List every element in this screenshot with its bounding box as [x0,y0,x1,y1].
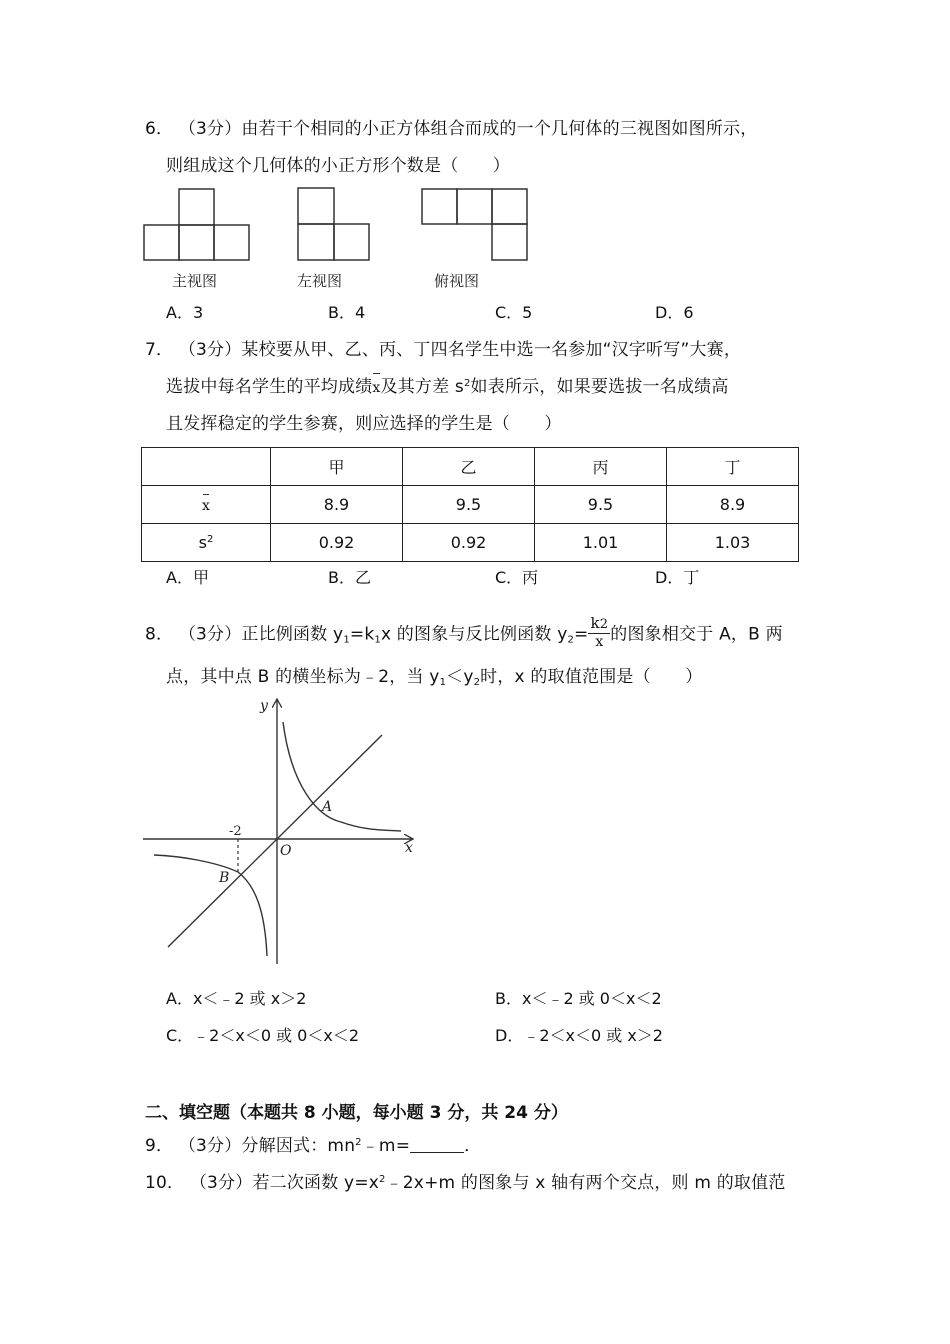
q7-option-a[interactable]: A．甲 [166,568,209,587]
fraction-k2-over-x [588,615,610,650]
q6-option-b[interactable]: B．4 [328,303,366,322]
q10-text: ﹣2x+m 的图象与 x 轴有两个交点，则 m 的取值范 [385,1173,786,1193]
table-cell: 8.9 [271,486,403,524]
q6-option-d[interactable]: D．6 [655,303,694,322]
q9-text: ﹣m= [361,1136,411,1156]
q8-text: = [574,624,589,645]
y-axis-label: y [260,698,268,714]
q10-text: 10． （3分）若二次函数 y=x [145,1173,380,1193]
variance-row-label [142,524,271,562]
x-axis-label: x [405,840,413,856]
point-a-label: A [322,799,333,815]
q7-line1: 7． （3分）某校要从甲、乙、丙、丁四名学生中选一名参加“汉字听写”大赛， [145,340,742,360]
superscript: 2 [379,1174,386,1185]
q8-option-b[interactable]: B．x＜﹣2 或 0＜x＜2 [495,989,662,1008]
fraction-numerator: k [590,614,600,632]
table-cell: 0.92 [271,524,403,562]
q7-line2-text-a: 选拔中每名学生的平均成绩 [166,377,373,397]
table-cell: 0.92 [403,524,535,562]
subscript: 2 [473,677,481,688]
q8-text: 8． （3分）正比例函数 y [145,624,344,645]
q8-text: 点，其中点 B 的横坐标为﹣2，当 y [166,667,440,687]
table-header-cell: 甲 [271,448,403,486]
subscript: 2 [567,634,575,646]
q7-option-b[interactable]: B．乙 [328,568,371,587]
tick-label-neg2: -2 [229,824,242,839]
q6-line2: 则组成这个几何体的小正方形个数是（ ） [166,156,510,176]
subscript: 1 [374,634,381,646]
q6-option-c[interactable]: C．5 [495,303,533,322]
variance-symbol: s [198,533,207,552]
table-header-cell [142,448,271,486]
section-2-title: 二、填空题（本题共 8 小题，每小题 3 分，共 24 分） [145,1103,568,1123]
table-cell: 9.5 [403,486,535,524]
q10-line [145,1172,786,1194]
front-view-label: 主视图 [172,272,218,290]
q8-line2 [166,666,702,688]
q7-line3: 且发挥稳定的学生参赛，则应选择的学生是（ ） [166,414,562,434]
top-view-figure [421,188,529,262]
q9-text: 9． （3分）分解因式：mn [145,1136,356,1156]
table-cell: 8.9 [667,486,799,524]
top-view-label: 俯视图 [434,272,480,290]
q8-text: x 的图象与反比例函数 y [380,624,568,645]
table-row [142,524,799,562]
variance-superscript: 2 [206,534,214,545]
variance-superscript: 2 [463,378,471,389]
q7-option-d[interactable]: D．丁 [655,568,700,587]
mean-symbol: x [202,498,210,514]
subscript: 2 [599,617,609,632]
q8-option-a[interactable]: A．x＜﹣2 或 x＞2 [166,989,307,1008]
q6-option-a[interactable]: A．3 [166,303,204,322]
table-header-cell: 丙 [535,448,667,486]
superscript: 2 [355,1137,362,1148]
q8-option-c[interactable]: C．﹣2＜x＜0 或 0＜x＜2 [166,1026,360,1045]
mean-row-label [142,486,271,524]
q8-text: ＜y [446,667,474,687]
table-cell: 1.03 [667,524,799,562]
origin-label: O [280,843,292,859]
q8-line1 [145,614,783,652]
table-cell: 9.5 [535,486,667,524]
stats-table [141,447,799,562]
table-cell: 1.01 [535,524,667,562]
q7-line2-text-b: 及其方差 s [380,377,464,397]
fraction-denominator: x [595,634,604,650]
q9-line [145,1135,481,1157]
table-header-row [142,448,799,486]
table-row [142,486,799,524]
point-b-label: B [219,870,230,886]
table-header-cell: 丁 [667,448,799,486]
q7-line2 [166,376,729,399]
table-header-cell: 乙 [403,448,535,486]
q8-text: 的图象相交于 A，B 两 [610,624,783,645]
q7-line2-text-c: 如表所示，如果要选拔一名成绩高 [470,377,729,397]
left-view-figure [297,187,371,261]
q9-text: ． [464,1136,482,1156]
subscript: 1 [343,634,350,646]
q7-option-c[interactable]: C．丙 [495,568,539,587]
function-graph [141,694,421,973]
q8-text: =k [349,624,375,645]
q6-line1: 6． （3分）由若干个相同的小正方体组合而成的一个几何体的三视图如图所示， [145,119,758,139]
subscript: 1 [439,677,447,688]
q8-option-d[interactable]: D．﹣2＜x＜0 或 x＞2 [495,1026,663,1045]
answer-blank[interactable] [410,1136,464,1153]
front-view-figure [143,188,251,262]
q8-text: 时，x 的取值范围是（ ） [480,667,703,687]
left-view-label: 左视图 [297,272,343,290]
linear-function-line [168,735,382,947]
mean-symbol: x [372,377,380,399]
